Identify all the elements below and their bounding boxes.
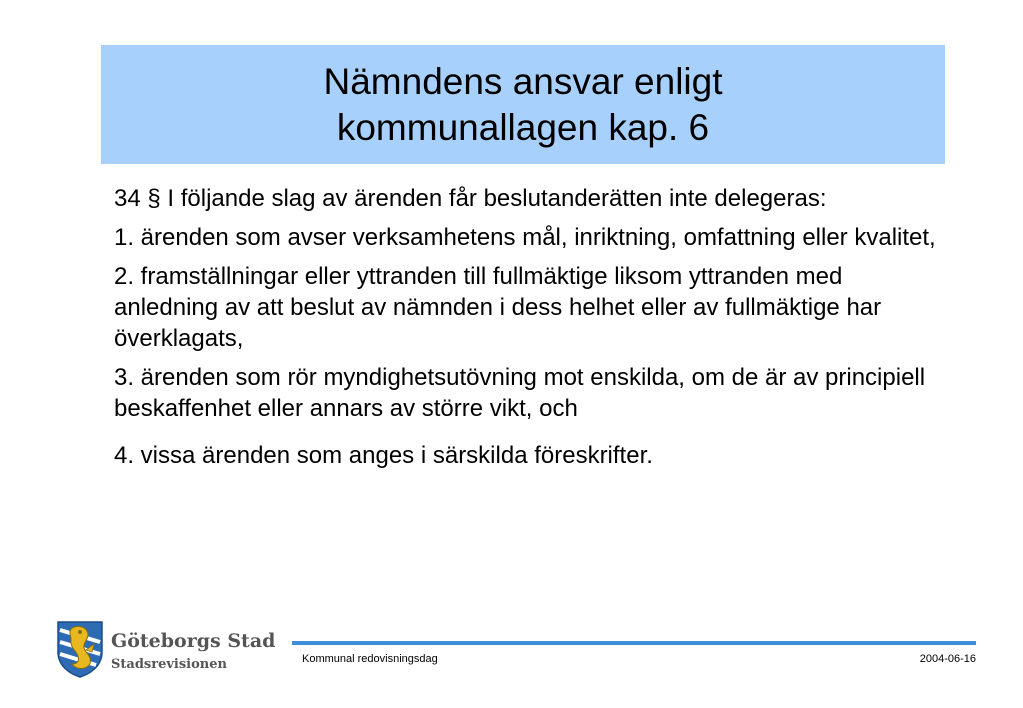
paragraph-item-2: 2. framställningar eller yttranden till fullmäktige liksom yttranden med anledning av att beslut av nämnden i dess helhet eller av fullmäktige har överklagats, [114,263,882,352]
paragraph-item-4: 4. vissa ärenden som anges i särskilda föreskrifter. [114,442,653,469]
coat-of-arms-icon [56,620,104,678]
paragraph-item-1: 1. ärenden som avser verksamhetens mål, inriktning, omfattning eller kvalitet, [114,224,936,251]
paragraph-intro: 34 § I följande slag av ärenden får beslutanderätten inte delegeras: [114,185,827,212]
slide-body [114,180,944,471]
slide-title-line-1: Nämndens ansvar enligt [323,60,723,102]
footer-date: 2004-06-16 [919,653,976,665]
footer-event-name: Kommunal redovisningsdag [302,653,438,665]
footer-divider [292,641,976,645]
logo-subtitle: Stadsrevisionen [111,657,227,672]
paragraph-item-3: 3. ärenden som rör myndighetsutövning mot enskilda, om de är av principiell beskaffenhet eller annars av större vikt, och [114,364,926,422]
slide-title-box [101,45,945,164]
logo-name: Göteborgs Stad [111,630,276,652]
slide-title-line-2: kommunallagen kap. 6 [336,106,710,148]
goteborgs-stad-logo [56,620,276,680]
